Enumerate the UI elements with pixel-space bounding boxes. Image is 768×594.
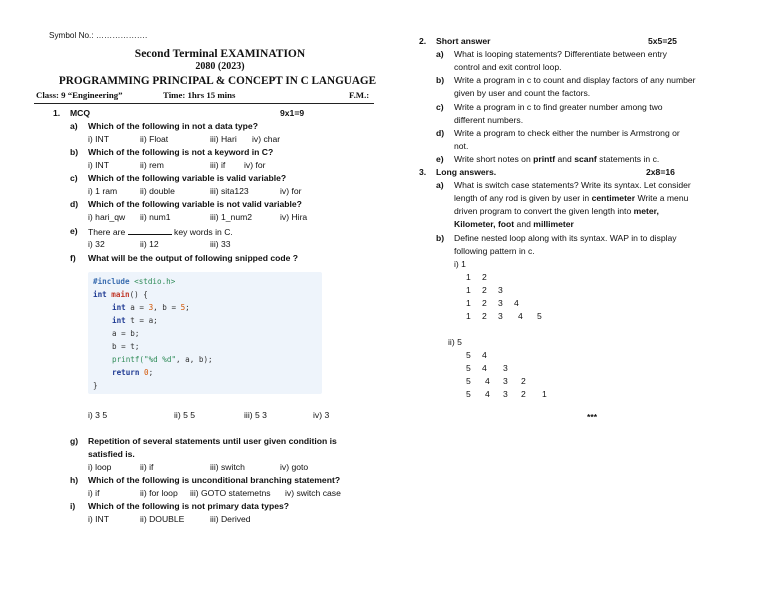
code-line-6: b = t; [112,342,140,351]
q1g-option-3: iii) switch [210,462,245,472]
q1h-question: Which of the following is unconditional branching statement? [88,475,341,485]
p2-r3c1: 5 [466,376,471,386]
class-info: Class: 9 “Engineering” [36,90,123,100]
q1g-option-4: iv) goto [280,462,309,472]
q2b-label: b) [436,75,445,85]
q2a-text-line-2: control and exit control loop. [454,62,562,72]
q1a-label: a) [70,121,78,131]
p2-r1c1: 5 [466,350,471,360]
q1b-option-3: iii) if [210,160,226,170]
q1a-option-3: iii) Hari [210,134,237,144]
q1i-label: i) [70,501,76,511]
q2-marks: 5x5=25 [648,36,677,46]
p1-r3c3: 3 [498,298,503,308]
q2c-text-line-2: different numbers. [454,115,524,125]
q1a-option-1: i) INT [88,134,110,144]
q2d-text-line-2: not. [454,141,469,151]
q2a-label: a) [436,49,444,59]
code-snippet [88,272,322,394]
q1g-option-1: i) loop [88,462,112,472]
q2e-label: e) [436,154,444,164]
q1i-question: Which of the following is not primary data types? [88,501,290,511]
code-line-4: int t = a; [112,316,158,325]
q1f-option-3: iii) 5 3 [244,410,267,420]
q3a-label: a) [436,180,444,190]
time-info: Time: 1hrs 15 mins [163,90,236,100]
p1-r2c3: 3 [498,285,503,295]
q1h-option-3: iii) GOTO statemetns [190,488,271,498]
subject-title: PROGRAMMING PRINCIPAL & CONCEPT IN C LANGUAGE [58,75,377,87]
q1g-question-line-1: Repetition of several statements until user given condition is [88,436,337,446]
q1e-blank [128,226,172,235]
q1g-option-2: ii) if [140,462,154,472]
code-line-2: int main() { [93,290,148,299]
code-line-7: printf("%d %d", a, b); [112,355,213,364]
q2c-label: c) [436,102,444,112]
q1e-option-3: iii) 33 [210,239,231,249]
p2-r3c3: 3 [503,376,508,386]
code-line-9: } [93,381,98,390]
q1a-option-2: ii) Float [140,134,169,144]
q1b-option-2: ii) rem [140,160,164,170]
q3a-text-line-1: What is switch case statements? Write its syntax. Let consider [454,180,691,190]
q1b-question: Which of the following is not a keyword in C? [88,147,274,157]
p2-r2c3: 3 [503,363,508,373]
q1c-option-3: iii) sita123 [210,186,249,196]
q1i-option-3: iii) Derived [210,514,251,524]
p1-r2c2: 2 [482,285,487,295]
p2-r4c5: 1 [542,389,547,399]
p2-r2c1: 5 [466,363,471,373]
q2e-text: Write short notes on printf and scanf statements in c. [454,154,660,164]
q2d-label: d) [436,128,445,138]
q1i-option-2: ii) DOUBLE [140,514,185,524]
p2-r4c4: 2 [521,389,526,399]
q1b-option-1: i) INT [88,160,110,170]
q3-title: Long answers. [436,167,497,177]
q1d-option-2: ii) num1 [140,212,171,222]
q1h-label: h) [70,475,79,485]
q1g-question-line-2: satisfied is. [88,449,135,459]
q1e-question-pre: There are [88,227,126,237]
exam-title: Second Terminal EXAMINATION [134,48,306,60]
q3-number: 3. [419,167,427,177]
p2-r1c2: 4 [482,350,487,360]
p1-r3c4: 4 [514,298,519,308]
p1-r1c1: 1 [466,272,471,282]
pattern-1-label: i) 1 [454,259,466,269]
p1-r1c2: 2 [482,272,487,282]
q3a-text-line-4: Kilometer, foot and millimeter [454,219,574,229]
p2-r2c2: 4 [482,363,487,373]
q1i-option-1: i) INT [88,514,110,524]
q1d-option-4: iv) Hira [280,212,308,222]
p1-r3c1: 1 [466,298,471,308]
q1h-option-4: iv) switch case [285,488,341,498]
q1e-option-1: i) 32 [88,239,105,249]
q1a-question: Which of the following in not a data type? [88,121,258,131]
p1-r3c2: 2 [482,298,487,308]
q3b-label: b) [436,233,445,243]
q1b-option-4: iv) for [244,160,266,170]
q1h-option-2: ii) for loop [140,488,178,498]
code-line-1: #include <stdio.h> [93,277,176,286]
p1-r4c4: 4 [518,311,523,321]
code-line-3: int a = 3, b = 5; [112,303,190,312]
p2-r4c1: 5 [466,389,471,399]
q1c-option-1: i) 1 ram [88,186,118,196]
q2c-text-line-1: Write a program in c to find greater number among two [454,102,663,112]
q2d-text-line-1: Write a program to check either the number is Armstrong or [454,128,680,138]
q1h-option-1: i) if [88,488,100,498]
q1d-question: Which of the following variable is not valid variable? [88,199,302,209]
q1e-question-post: key words in C. [174,227,233,237]
q1c-option-4: iv) for [280,186,302,196]
exam-year: 2080 (2023) [195,61,245,72]
p2-r4c3: 3 [503,389,508,399]
code-line-5: a = b; [112,329,140,338]
q1b-label: b) [70,147,79,157]
p1-r4c2: 2 [482,311,487,321]
q1-number: 1. [53,108,61,118]
p2-r3c4: 2 [521,376,526,386]
q1-marks: 9x1=9 [280,108,305,118]
q2-number: 2. [419,36,427,46]
symbol-no: Symbol No.: ………………. [49,31,148,40]
q1-title: MCQ [70,108,91,118]
q1c-option-2: ii) double [140,186,175,196]
q2b-text-line-1: Write a program in c to count and display factors of any number [454,75,696,85]
q1f-label: f) [70,253,76,263]
q1f-option-1: i) 3 5 [88,410,108,420]
q2b-text-line-2: given by user and count the factors. [454,88,591,98]
q1e-label: e) [70,226,78,236]
q2a-text-line-1: What is looping statements? Differentiate between entry [454,49,667,59]
q1f-option-2: ii) 5 5 [174,410,196,420]
q3-marks: 2x8=16 [646,167,675,177]
p1-r4c5: 5 [537,311,542,321]
end-mark: *** [587,412,598,422]
q1e-question [88,226,233,238]
q1d-option-3: iii) 1_num2 [210,212,253,222]
q1e-option-2: ii) 12 [140,239,159,249]
full-marks: F.M.: [349,90,370,100]
code-line-8: return 0; [112,368,154,377]
q1d-label: d) [70,199,79,209]
q1f-option-4: iv) 3 [313,410,330,420]
header-divider [34,103,374,104]
q1g-label: g) [70,436,79,446]
q3b-text-line-2: following pattern in c. [454,246,535,256]
q1a-option-4: iv) char [252,134,281,144]
p1-r4c3: 3 [498,311,503,321]
q1f-question: What will be the output of following snipped code ? [88,253,299,263]
q1c-question: Which of the following variable is valid variable? [88,173,287,183]
q1c-label: c) [70,173,78,183]
p1-r4c1: 1 [466,311,471,321]
q1d-option-1: i) hari_qw [88,212,126,222]
p2-r4c2: 4 [485,389,490,399]
q3b-text-line-1: Define nested loop along with its syntax. WAP in to display [454,233,677,243]
p1-r2c1: 1 [466,285,471,295]
pattern-2-label: ii) 5 [448,337,462,347]
q3a-text-line-2: length of any rod is given by user in centimeter Write a menu [454,193,689,203]
q2-title: Short answer [436,36,491,46]
p2-r3c2: 4 [485,376,490,386]
q3a-text-line-3: driven program to convert the given length into meter, [454,206,659,216]
